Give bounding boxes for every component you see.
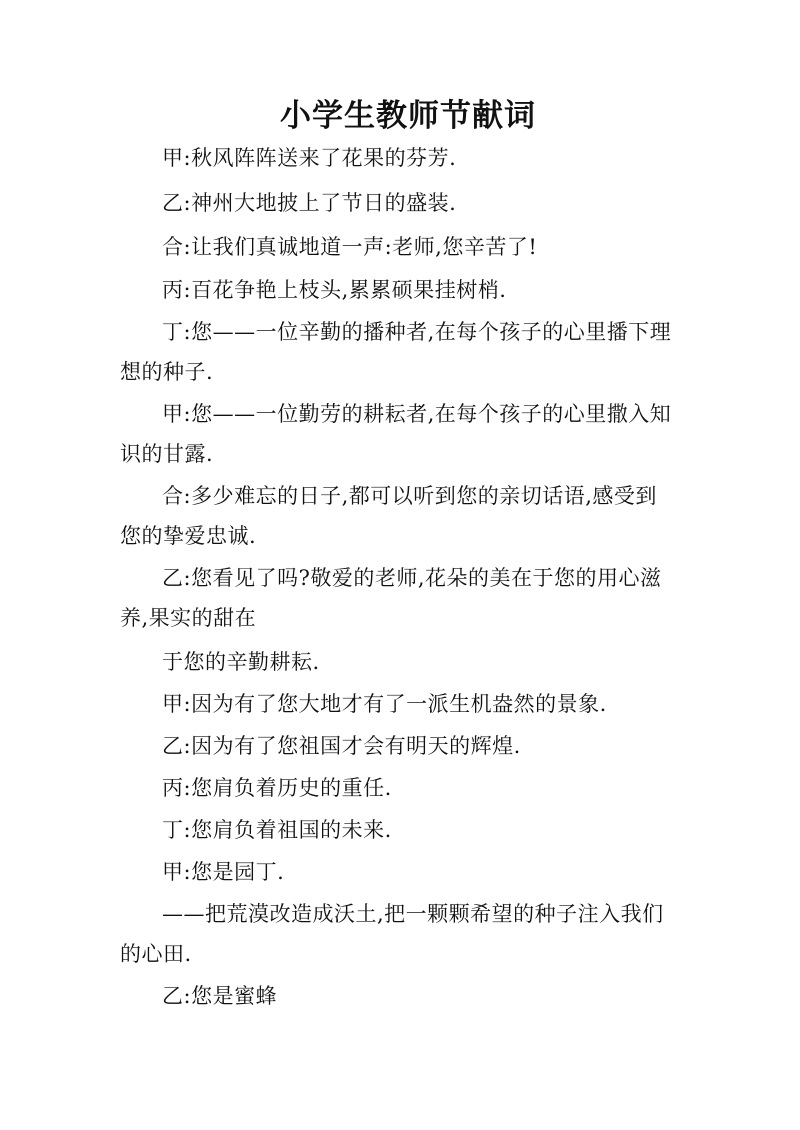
paragraph-line: 于您的辛勤耕耘. [162,650,320,674]
paragraph-line: 甲:您是园丁. [162,860,285,884]
paragraph-line: 识的甘露. [120,442,214,466]
paragraph-line: 乙:因为有了您祖国才会有明天的辉煌. [162,734,521,758]
paragraph-line: 您的挚爱忠诚. [120,524,257,548]
paragraph-line: 乙:您看见了吗?敬爱的老师,花朵的美在于您的用心滋 [162,566,662,590]
paragraph-line: ——把荒漠改造成沃土,把一颗颗希望的种子注入我们 [162,902,664,926]
paragraph-line: 乙:您是蜜蜂 [162,984,278,1008]
paragraph-line: 合:让我们真诚地道一声:老师,您辛苦了! [162,235,538,259]
paragraph-line: 丁:您肩负着祖国的未来. [162,818,392,842]
document-title: 小学生教师节献词 [280,98,536,134]
paragraph-line: 合:多少难忘的日子,都可以听到您的亲切话语,感受到 [162,484,657,508]
paragraph-line: 甲:秋风阵阵送来了花果的芬芳. [162,146,457,170]
paragraph-line: 丙:您肩负着历史的重任. [162,776,392,800]
paragraph-line: 丁:您——一位辛勤的播种者,在每个孩子的心里播下理 [162,320,672,344]
paragraph-line: 养,果实的甜在 [120,606,257,630]
paragraph-line: 甲:您——一位勤劳的耕耘者,在每个孩子的心里撒入知 [162,402,672,426]
paragraph-line: 丙:百花争艳上枝头,累累硕果挂树梢. [162,278,507,302]
paragraph-line: 的心田. [120,942,192,966]
paragraph-line: 想的种子. [120,360,214,384]
paragraph-line: 乙:神州大地披上了节日的盛装. [162,191,457,215]
paragraph-line: 甲:因为有了您大地才有了一派生机盎然的景象. [162,692,607,716]
